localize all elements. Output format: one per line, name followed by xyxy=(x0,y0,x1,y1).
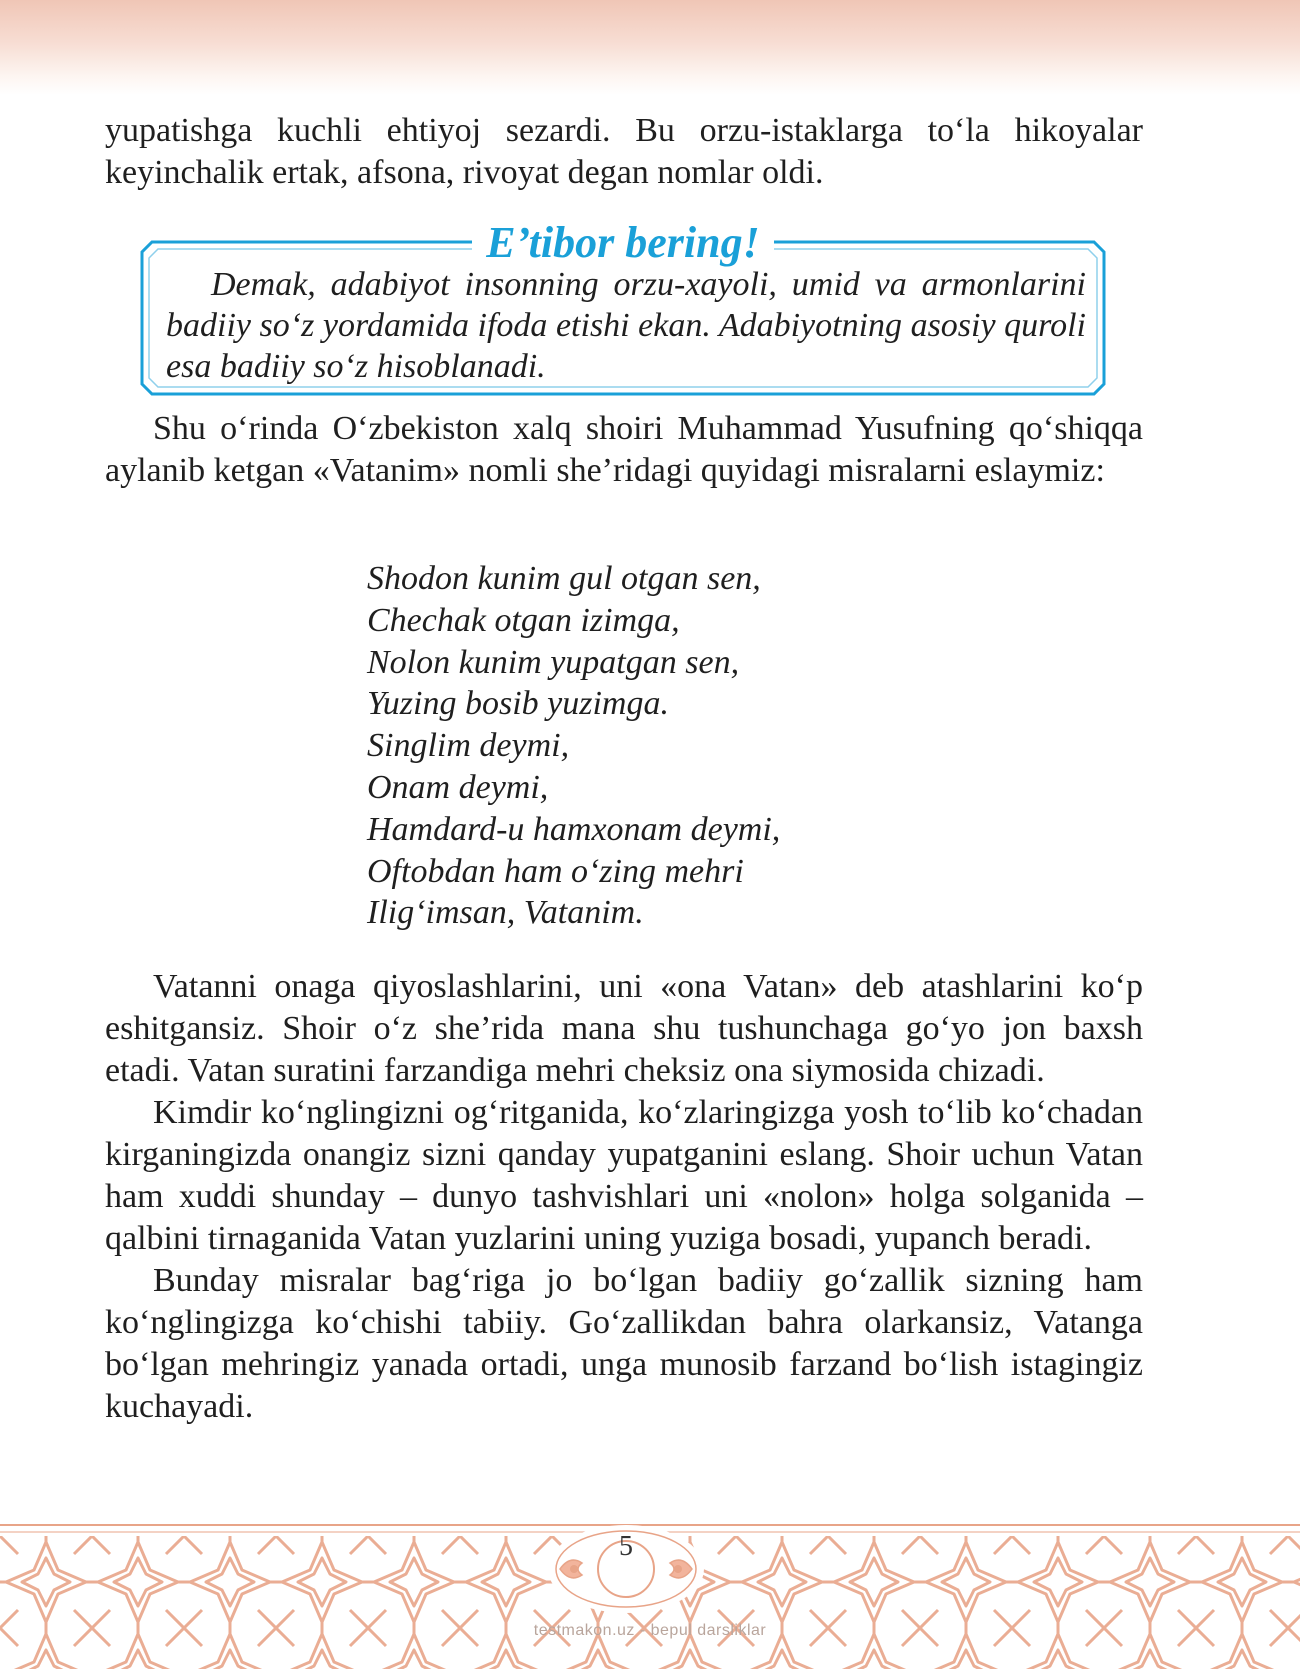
body-text xyxy=(105,966,1143,1428)
intro-line-1: yupatishga kuchli ehtiyoj sezardi. Bu orzu-istaklarga to‘la hikoyalar xyxy=(105,112,1143,149)
poem-line: Onam deymi, xyxy=(367,768,549,806)
intro-line-2: keyinchalik ertak, afsona, rivoyat degan nomlar oldi. xyxy=(105,154,824,191)
callout-paragraph: Demak, adabiyot insonning orzu-xayoli, umid va armonlarini badiiy so‘z yordamida ifoda etishi ekan. Adabiyotning asosiy quroli esa badiiy so‘z hisoblanadi. xyxy=(166,266,1086,385)
poem-line: Singlim deymi, xyxy=(367,727,570,765)
attention-callout xyxy=(138,218,1108,398)
poem-line: Nolon kunim yupatgan sen, xyxy=(367,643,740,681)
page-number: 5 xyxy=(619,1531,633,1562)
intro-paragraph: Shu o‘rinda O‘zbekiston xalq shoiri Muhammad Yusufning qo‘shiqqa aylanib ketgan «Vatanim» nomli she’ridagi quyidagi misralarni eslaymiz: xyxy=(105,410,1143,489)
poem-line: Chechak otgan izimga, xyxy=(367,601,680,639)
poem xyxy=(367,558,780,934)
body-paragraph-1: Vatanni onaga qiyoslashlarini, uni «ona Vatan» deb atashlarini ko‘p eshitgansiz. Shoir o‘z she’rida mana shu tushunchaga go‘yo jon baxsh etadi. Vatan suratini farzandiga mehri cheksiz ona siymosida chizadi. xyxy=(105,968,1143,1089)
body-paragraph-3: Bunday misralar bag‘riga jo bo‘lgan badiiy go‘zallik sizning ham ko‘nglingizga ko‘chishi tabiiy. Go‘zallikdan bahra olarkansiz, Vatanga bo‘lgan mehringiz yanada ortadi, unga munosib farzand bo‘lish istagingiz kuchayadi. xyxy=(105,1262,1143,1425)
poem-line: Yuzing bosib yuzimga. xyxy=(367,685,669,723)
callout-title xyxy=(138,218,1108,268)
poem-line: Hamdard-u hamxonam deymi, xyxy=(367,810,781,848)
callout-body xyxy=(166,264,1086,387)
top-decorative-band xyxy=(0,0,1300,95)
poem-line: Ilig‘imsan, Vatanim. xyxy=(367,894,644,932)
body-paragraph-2: Kimdir ko‘nglingizni og‘ritganida, ko‘zlaringizga yosh to‘lib ko‘chadan kirganingizda onangiz sizni qanday yupatganini eslang. Shoir uchun Vatan ham xuddi shunday – dunyo tashvishlari uni «nolon» holga solganida – qalbini tirnaganida Vatan yuzlarini uning yuziga bosadi, yupanch beradi. xyxy=(105,1094,1143,1257)
intro-paragraph-block xyxy=(105,408,1143,492)
watermark: testmakon.uz - bepul darsliklar xyxy=(533,1622,767,1639)
intro-text xyxy=(105,110,1143,194)
callout-title-text: E’tibor bering! xyxy=(472,218,773,267)
poem-line: Shodon kunim gul otgan sen, xyxy=(367,560,761,597)
poem-line: Oftobdan ham o‘zing mehri xyxy=(367,852,744,890)
